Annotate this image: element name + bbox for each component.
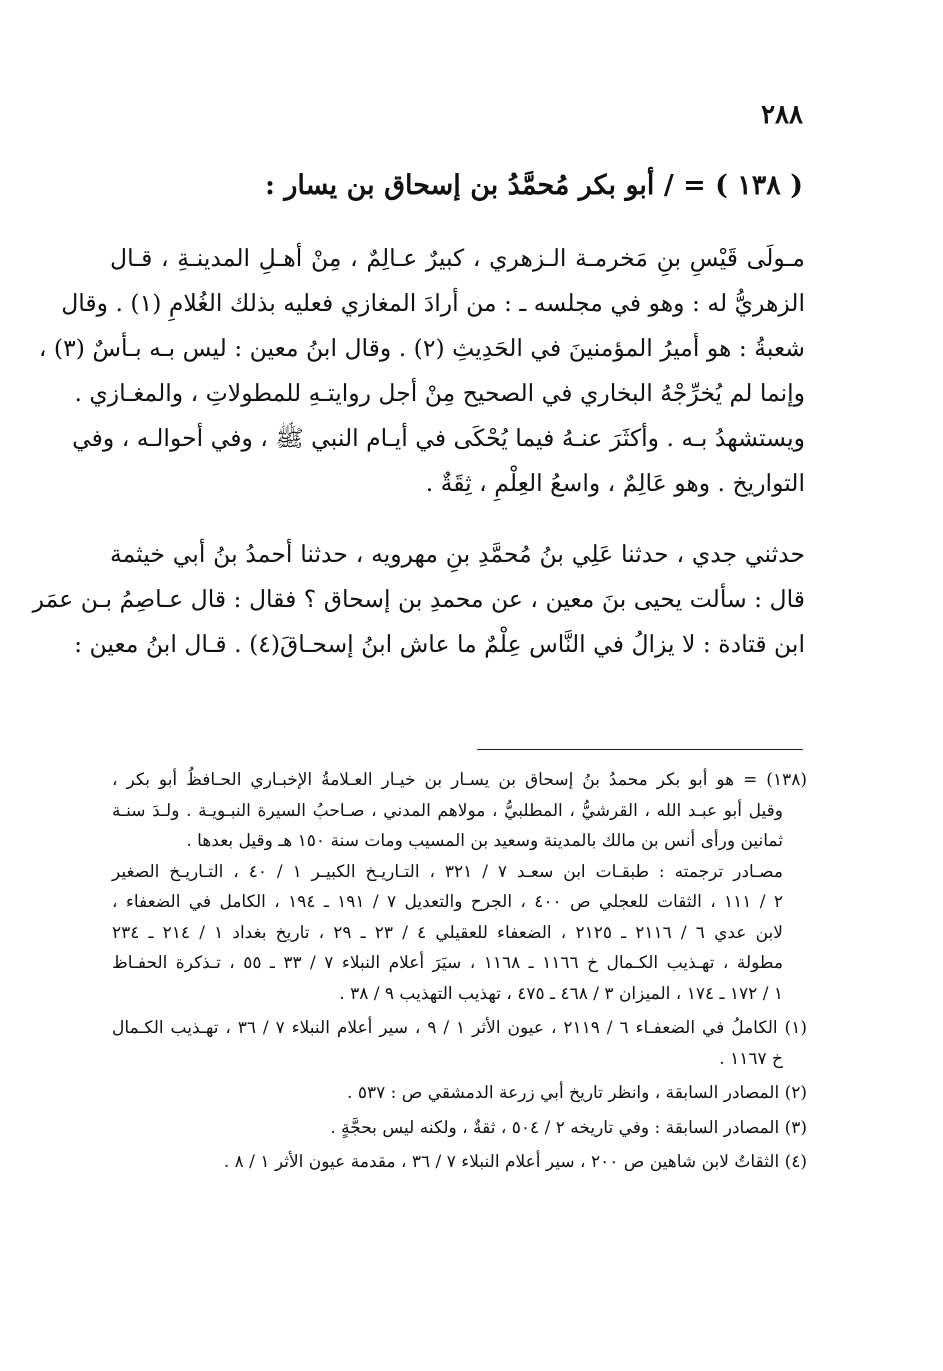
body-line: ابن قتادة : لا يزالُ في النَّاس عِلْمٌ ما عاش ابنُ إسحـاقَ(٤) . قـال ابنُ معين : — [74, 630, 805, 658]
body-line: حدثني جدي ، حدثنا عَلِي بنُ مُحمَّدِ بنِ مهرويه ، حدثنا أحمدُ بنُ أبي خيثمة — [110, 540, 805, 568]
footnote-line: لابن عدي ٦ / ٢١١٦ ـ ٢١٢٥ ، الضعفاء للعقيلي ٤ / ٢٣ ـ ٢٩ ، تاريخ بغداد ١ / ٢١٤ ـ ٢٣٤ — [112, 922, 783, 943]
page-number: ٢٨٨ — [761, 100, 803, 130]
footnote-line: (٢) المصادر السابقة ، وانظر تاريخ أبي زرعة الدمشقي ص : ٥٣٧ . — [347, 1083, 807, 1103]
body-line: قال : سألت يحيى بنَ معين ، عن محمدِ بن إسحاق ؟ فقال : قال عـاصِمُ بـن عمَر — [32, 585, 805, 613]
footnote-divider — [477, 749, 803, 750]
body-line: مـولَى قَيْسِ بنِ مَخرمـة الـزهري ، كبيرٌ عـالِمٌ ، مِنْ أهـلِ المدينـةِ ، قـال — [110, 244, 805, 272]
footnotes — [112, 765, 807, 1178]
footnote-line: خ ١١٦٧ . — [719, 1048, 783, 1069]
footnote-line: (١) الكاملُ في الضعفـاء ٦ / ٢١١٩ ، عيون الأثر ١ / ٩ ، سير أعلام النبلاء ٧ / ٣٦ ، تهـذيب الكـمال — [112, 1018, 807, 1038]
footnote-line: مصـادر ترجمته : طبقـات ابن سعـد ٧ / ٣٢١ ، التـاريـخ الكبيـر ١ / ٤٠ ، التـاريـخ الصغير — [112, 861, 783, 882]
footnote-entry-biography — [112, 765, 807, 1009]
footnote-2 — [112, 1078, 807, 1109]
footnote-line: (٤) الثقاتُ لابن شاهين ص ٢٠٠ ، سير أعلام النبلاء ٧ / ٣٦ ، مقدمة عيون الأثر ١ / ٨ . — [223, 1152, 807, 1172]
footnote-line: (٣) المصادر السابقة : وفي تاريخه ٢ / ٥٠٤ ، ثقةٌ ، ولكنه ليس بحجَّةٍ . — [330, 1117, 807, 1138]
body-paragraph-1 — [38, 236, 805, 506]
footnote-line: مطولة ، تهـذيب الكـمال خ ١١٦٦ ـ ١١٦٨ ، سيَرَ أعلام النبلاء ٧ / ٣٣ ـ ٥٥ ، تـذكرة الحفـاظ — [112, 953, 783, 973]
footnote-4 — [112, 1147, 807, 1178]
body-line: الزهريُّ له : وهو في مجلسه ـ : من أرادَ المغازي فعليه بذلك الغُلامِ (١) . وقال — [61, 289, 805, 317]
footnote-line: وقيل أبو عبـد الله ، القرشيُّ ، المطلبيُّ ، مولاهم المدني ، صـاحبُ السيرة النبـويـة . ولـدَ سنـة — [112, 800, 783, 821]
body-line: التواريخ . وهو عَالِمٌ ، واسعُ العِلْمِ ، ثِقَةٌ . — [425, 469, 805, 497]
body-paragraph-2 — [32, 532, 805, 667]
footnote-1 — [112, 1013, 807, 1074]
body-line: ويستشهدُ بـه . وأكثَرَ عنـهُ فيما يُحْكَى في أيـام النبي ﷺ ، وفي أحوالـه ، وفي — [72, 424, 805, 452]
entry-heading: ( ١٣٨ ) = / أبو بكر مُحمَّدُ بن إسحاق بن يسار : — [264, 170, 803, 201]
footnote-line: ١ / ١٧٢ ـ ١٧٤ ، الميزان ٣ / ٤٦٨ ـ ٤٧٥ ، تهذيب التهذيب ٩ / ٣٨ . — [339, 983, 783, 1004]
footnote-line: (١٣٨) = هو أبو بكر محمدُ بنُ إسحاق بن يسـار بن خيـار العـلامةُ الإخبـاري الحـافظُ أبو بكر ، — [112, 770, 807, 790]
footnote-line: ٢ / ١١١ ، الثقات للعجلي ص ٤٠٠ ، الجرح والتعديل ٧ / ١٩١ ـ ١٩٤ ، الكامل في الضعفاء ، — [112, 892, 784, 912]
body-line: وإنما لم يُخرِّجْهُ البخاري في الصحيح مِنْ أجل روايتـهِ للمطولاتِ ، والمغـازي . — [74, 379, 805, 407]
footnote-line: ثمانين ورأى أنس بن مالك بالمدينة وسعيد بن المسيب ومات سنة ١٥٠ هـ وقيل بعدها . — [186, 831, 783, 851]
body-line: شعبةُ : هو أميرُ المؤمنينَ في الحَدِيثِ (٢) . وقال ابنُ معين : ليس بـه بـأسٌ (٣) ، — [38, 334, 805, 362]
footnote-3 — [112, 1113, 807, 1144]
